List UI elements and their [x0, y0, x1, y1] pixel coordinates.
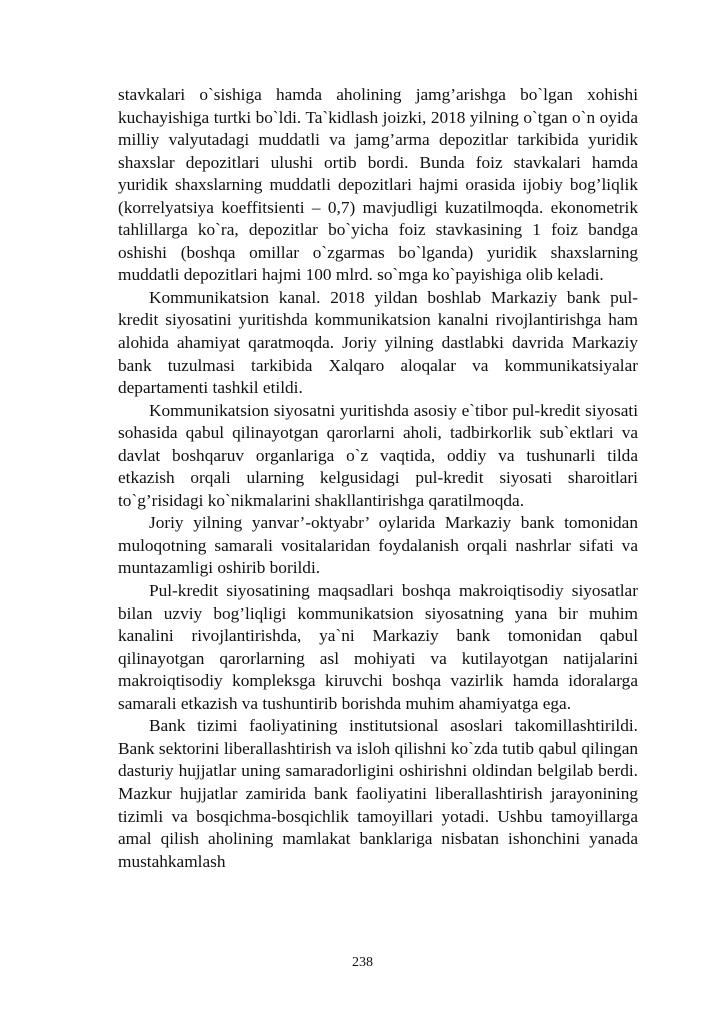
page-number: 238: [352, 955, 373, 970]
paragraph-communication-channel: Kommunikatsion kanal. 2018 yildan boshlab Markaziy bank pul-kredit siyosatini yuritishda kommunikatsion kanalni rivojlantirishga ham alohida ahamiyat qaratmoqda. Joriy yilning dastlabki davrida Markaziy bank tuzulmasi tarkibida Xalqaro aloqalar va kommunikatsiyalar departamenti tashkil etildi.: [118, 287, 638, 398]
body-text: [118, 84, 638, 873]
paragraph-institutional-basis: Bank tizimi faoliyatining institutsional asoslari takomillashtirildi. Bank sektorini liberallashtirish va isloh qilishni ko`zda tutib qabul qilingan dasturiy hujjatlar uning samaradorligini oshirishni oldindan belgilab berdi. Mazkur hujjatlar zamirida bank faoliyatini liberallashtirish jarayonining tizimli va bosqichma-bosqichlik tamoyillari yotadi. Ushbu tamoyillarga amal qilish aholining mamlakat banklariga nisbatan ishonchini yanada mustahkamlash: [118, 716, 638, 871]
paragraph-communication-policy: Kommunikatsion siyosatni yuritishda asosiy e`tibor pul-kredit siyosati sohasida qabul qilinayotgan qarorlarni aholi, tadbirkorlik sub`ektlari va davlat boshqaruv organlariga o`z vaqtida, oddiy va tushunarli tilda etkazish orqali ularning kelgusidagi pul-kredit siyosati sharoitlari to`g’risidagi ko`nikmalarini shakllantirishga qaratilmoqda.: [118, 400, 638, 510]
paragraph-publications: Joriy yilning yanvar’-oktyabr’ oylarida Markaziy bank tomonidan muloqotning samarali vositalaridan foydalanish orqali nashrlar sifati va muntazamligi oshirib borildi.: [118, 513, 638, 578]
paragraph-continuation: stavkalari o`sishiga hamda aholining jamg’arishga bo`lgan xohishi kuchayishiga turtki bo`ldi. Ta`kidlash joizki, 2018 yilning o`tgan o`n oyida milliy valyutadagi muddatli va jamg’arma depozitlar tarkibida yuridik shaxslar depozitlari ulushi ortib bordi. Bunda foiz stavkalari hamda yuridik shaxslarning muddatli depozitlari hajmi orasida ijobiy bog’liqlik (korrelyatsiya koeffitsienti – 0,7) mavjudligi kuzatilmoqda. ekonometrik tahlillarga ko`ra, depozitlar bo`yicha foiz stavkasining 1 foiz bandga oshishi (boshqa omillar o`zgarmas bo`lganda) yuridik shaxslarning muddatli depozitlari hajmi 100 mlrd. so`mga ko`payishiga olib keladi.: [118, 85, 638, 285]
paragraph-macro-policy: Pul-kredit siyosatining maqsadlari boshqa makroiqtisodiy siyosatlar bilan uzviy bog’liqligi kommunikatsion siyosatning yana bir muhim kanalini rivojlantirishda, ya`ni Markaziy bank tomonidan qabul qilinayotgan qarorlarning asl mohiyati va kutilayotgan natijalarini makroiqtisodiy kompleksga kiruvchi boshqa vazirlik hamda idoralarga samarali etkazish va tushuntirib borishda muhim ahamiyatga ega.: [118, 581, 638, 713]
